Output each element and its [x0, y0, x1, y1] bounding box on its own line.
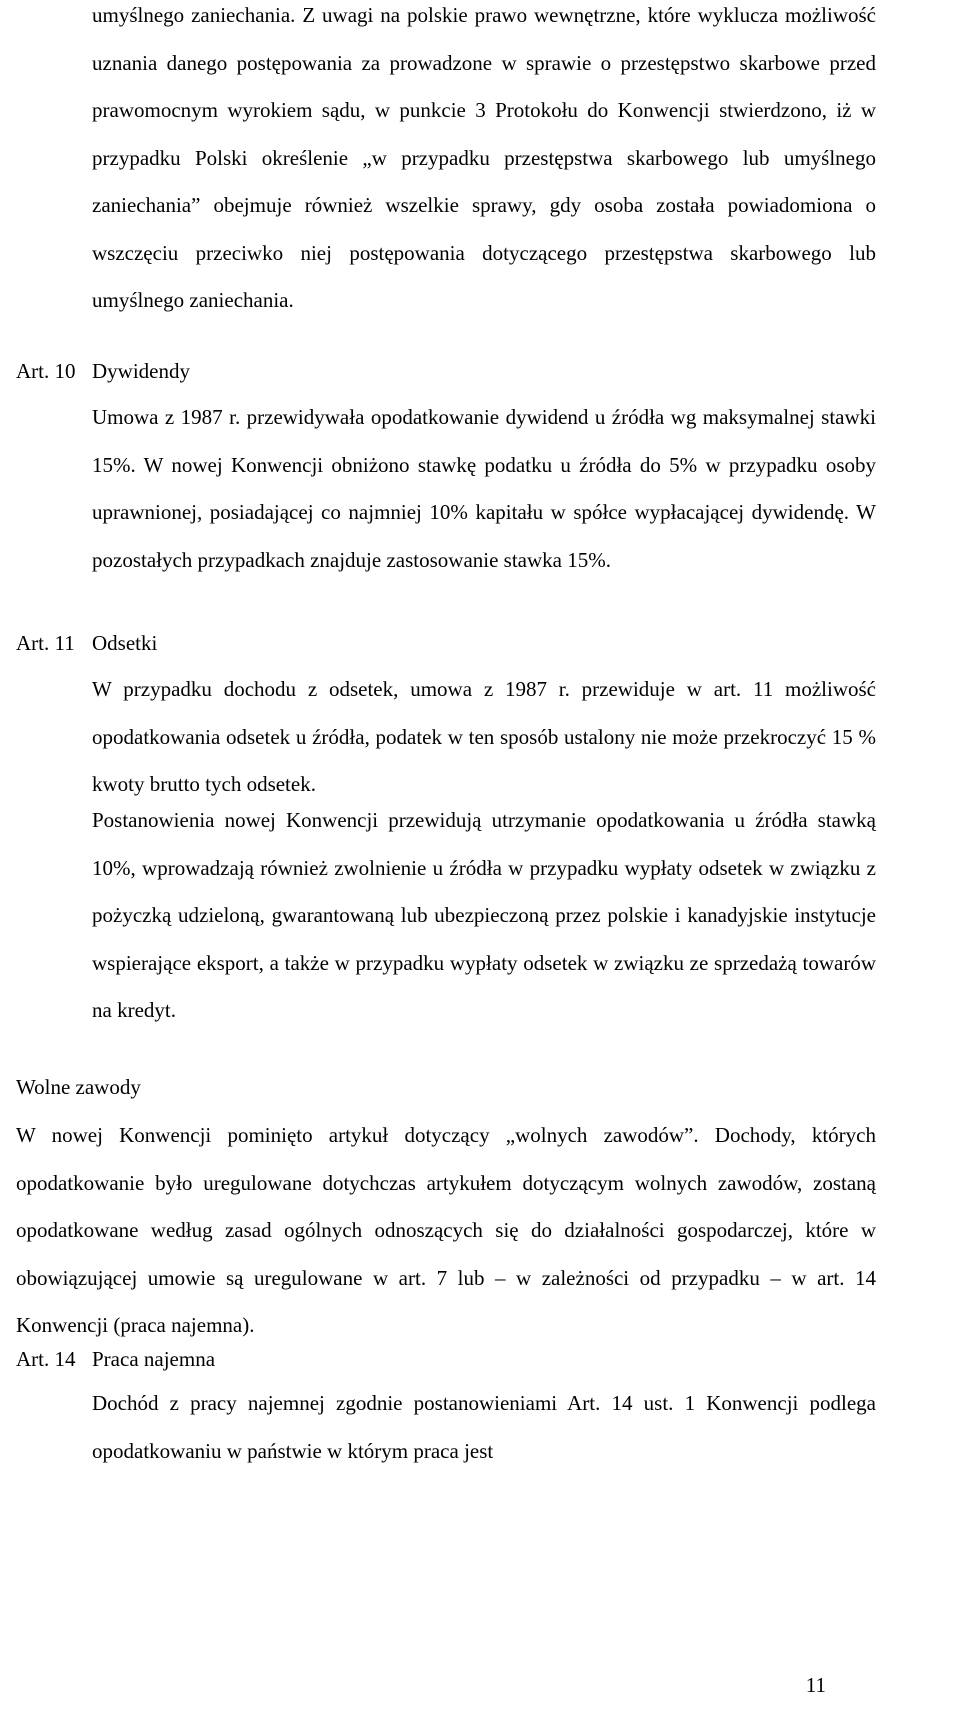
art14-body — [92, 1380, 876, 1475]
paragraph-text: Dochód z pracy najemnej zgodnie postanowieniami Art. 14 ust. 1 Konwencji podlega opodatkowaniu w państwie w którym praca jest — [92, 1391, 876, 1463]
intro-paragraph — [92, 0, 876, 325]
paragraph-text: W przypadku dochodu z odsetek, umowa z 1987 r. przewiduje w art. 11 możliwość opodatkowania odsetek u źródła, podatek w ten sposób ustalony nie może przekroczyć 15 % kwoty brutto tych odsetek. — [92, 677, 876, 796]
art11-heading — [16, 628, 158, 658]
art11-body-1 — [92, 666, 876, 809]
paragraph-text: W nowej Konwencji pominięto artykuł dotyczący „wolnych zawodów”. Dochody, których opodatkowanie było uregulowane dotychczas artykułem dotyczącym wolnych zawodów, zostaną opodatkowane według zasad ogólnych odnoszących się do działalności gospodarczej, które w obowiązującej umowie są uregulowane w art. 7 lub – w zależności od przypadku – w art. 14 Konwencji (praca najemna). — [16, 1123, 876, 1337]
art10-body — [92, 394, 876, 584]
paragraph-text: Umowa z 1987 r. przewidywała opodatkowanie dywidend u źródła wg maksymalnej stawki 15%. W nowej Konwencji obniżono stawkę podatku u źródła do 5% w przypadku osoby uprawnionej, posiadającej co najmniej 10% kapitału w spółce wypłacającej dywidendę. W pozostałych przypadkach znajduje zastosowanie stawka 15%. — [92, 405, 876, 572]
article-title: Praca najemna — [92, 1347, 216, 1371]
article-title: Odsetki — [92, 631, 158, 655]
paragraph-text: umyślnego zaniechania. Z uwagi na polskie prawo wewnętrzne, które wyklucza możliwość uznania danego postępowania za prowadzone w sprawie o przestępstwo skarbowe przed prawomocnym wyrokiem sądu, w punkcie 3 Protokołu do Konwencji stwierdzono, iż w przypadku Polski określenie „w przypadku przestępstwa skarbowego lub umyślnego zaniechania” obejmuje również wszelkie sprawy, gdy osoba została powiadomiona o wszczęciu przeciwko niej postępowania dotyczącego przestępstwa skarbowego lub umyślnego zaniechania. — [92, 3, 876, 312]
article-number: Art. 10 — [16, 359, 76, 383]
article-title: Dywidendy — [92, 359, 190, 383]
article-number: Art. 14 — [16, 1347, 76, 1371]
page-number: 11 — [805, 1673, 826, 1697]
paragraph-text: Postanowienia nowej Konwencji przewidują utrzymanie opodatkowania u źródła stawką 10%, wprowadzają również zwolnienie u źródła w przypadku wypłaty odsetek w związku z pożyczką udzieloną, gwarantowaną lub ubezpieczoną przez polskie i kanadyjskie instytucje wspierające eksport, a także w przypadku wypłaty odsetek w związku ze sprzedażą towarów na kredyt. — [92, 808, 876, 1022]
wolne-zawody-body — [16, 1112, 876, 1350]
article-number: Art. 11 — [16, 631, 75, 655]
art11-body-2 — [92, 797, 876, 1035]
wolne-zawody-heading: Wolne zawody — [16, 1075, 141, 1099]
art14-heading — [16, 1344, 216, 1374]
art10-heading — [16, 356, 190, 386]
